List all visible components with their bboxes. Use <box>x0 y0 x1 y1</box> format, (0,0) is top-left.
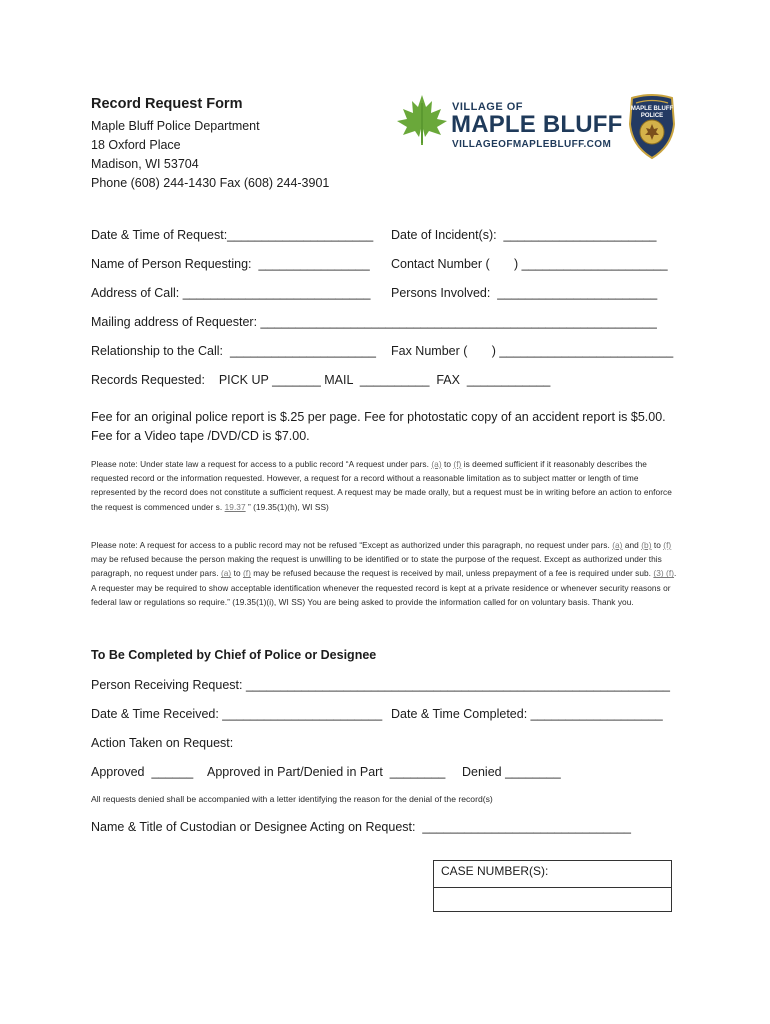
name-requesting-field[interactable]: Name of Person Requesting: ________________ <box>91 257 370 271</box>
svg-text:MAPLE BLUFF: MAPLE BLUFF <box>630 106 674 112</box>
chief-section-heading: To Be Completed by Chief of Police or Designee <box>91 648 377 662</box>
case-number-label: CASE NUMBER(S): <box>434 861 671 888</box>
city-address: Madison, WI 53704 <box>91 157 199 171</box>
village-logo <box>395 93 685 161</box>
logo-village-of: VILLAGE OF <box>452 101 523 113</box>
note2-text-b: and <box>622 540 642 550</box>
svg-text:POLICE: POLICE <box>640 113 664 119</box>
date-incident-field[interactable]: Date of Incident(s): ______________________ <box>391 228 657 242</box>
person-receiving-field[interactable]: Person Receiving Request: _____________________________________________________________ <box>91 678 671 692</box>
note2-text-a: Please note: A request for access to a public record may not be refused “Except as authorized under this paragraph, no request under pars. <box>91 540 613 550</box>
note2-link-f[interactable]: (f) <box>663 540 672 550</box>
note1-text-b: to <box>441 459 454 469</box>
action-taken-label: Action Taken on Request: <box>91 736 234 750</box>
legal-note-1 <box>91 457 679 514</box>
case-number-input[interactable] <box>434 888 671 912</box>
note1-link-f[interactable]: (f) <box>453 459 462 469</box>
contact-number-field[interactable]: Contact Number ( ) _____________________ <box>391 257 668 271</box>
records-requested-field[interactable]: Records Requested: PICK UP _______ MAIL __________ FAX ____________ <box>91 373 551 387</box>
mailing-address-field[interactable]: Mailing address of Requester: _________________________________________________________ <box>91 315 657 329</box>
department-name: Maple Bluff Police Department <box>91 119 260 133</box>
note2-text-g: . A requester may be required to show acceptable identification whenever the requested record is kept at a private residence or whenever security reasons or federal law or regulations so require.” (19.35(1)(i), WI SS) You are being asked to provide the information called for on voluntary basis. Thank you. <box>91 568 677 607</box>
note2-link-3f[interactable]: (3) (f) <box>653 568 675 579</box>
note2-link-f2[interactable]: (f) <box>242 568 251 579</box>
note2-text-d: may be refused because the person making the request is unwilling to be identified or to state the purpose of the request. Except as authorized under this paragraph, no request under pars. <box>91 554 662 579</box>
logo-maple-bluff: MAPLE BLUFF <box>451 111 623 138</box>
note2-text-f: may be refused because the request is received by mail, unless prepayment of a fee is required under sub. <box>250 568 654 579</box>
approved-field[interactable]: Approved ______ <box>91 765 194 779</box>
note1-text-c: is deemed sufficient if it reasonably describes the requested record or the information requested. However, a request for a record without a reasonable limitation as to subject matter or length of time represented by the record does not constitute a sufficient request. A request may be made orally, but a request must be in writing before an action to enforce the request is commenced under s. <box>91 459 672 512</box>
relationship-field[interactable]: Relationship to the Call: _____________________ <box>91 344 376 358</box>
note2-text-e: to <box>231 568 243 579</box>
note2-link-b[interactable]: (b) <box>641 540 652 550</box>
date-time-request-field[interactable]: Date & Time of Request:_____________________ <box>91 228 374 242</box>
note1-text-d: ” (19.35(1)(h), WI SS) <box>245 501 329 512</box>
form-title: Record Request Form <box>91 96 243 112</box>
date-completed-field[interactable]: Date & Time Completed: ___________________ <box>391 707 663 721</box>
note1-text-a: Please note: Under state law a request for access to a public record “A request under pars. <box>91 459 432 469</box>
fax-number-field[interactable]: Fax Number ( ) _________________________ <box>391 344 674 358</box>
note1-link-1937[interactable]: 19.37 <box>224 501 246 512</box>
note2-link-a[interactable]: (a) <box>612 540 623 550</box>
street-address: 18 Oxford Place <box>91 138 181 152</box>
persons-involved-field[interactable]: Persons Involved: _______________________ <box>391 286 658 300</box>
denial-note: All requests denied shall be accompanied with a letter identifying the reason for the denial of the record(s) <box>91 794 493 804</box>
approved-part-field[interactable]: Approved in Part/Denied in Part ________ <box>207 765 446 779</box>
phone-fax: Phone (608) 244-1430 Fax (608) 244-3901 <box>91 176 330 190</box>
date-received-field[interactable]: Date & Time Received: _______________________ <box>91 707 383 721</box>
case-number-box <box>433 860 672 912</box>
maple-leaf-icon <box>395 93 449 147</box>
logo-website: VILLAGEOFMAPLEBLUFF.COM <box>452 139 612 150</box>
address-call-field[interactable]: Address of Call: ___________________________ <box>91 286 371 300</box>
fee-line-1: Fee for an original police report is $.25 per page. Fee for photostatic copy of an accident report is $5.00. <box>91 410 666 424</box>
note1-link-a[interactable]: (a) <box>431 459 442 469</box>
denied-field[interactable]: Denied ________ <box>462 765 561 779</box>
fee-line-2: Fee for a Video tape /DVD/CD is $7.00. <box>91 429 310 443</box>
legal-note-2 <box>91 538 679 609</box>
note2-text-c: to <box>651 540 664 550</box>
police-badge-icon <box>626 94 678 160</box>
note2-link-a2[interactable]: (a) <box>220 568 232 579</box>
custodian-field[interactable]: Name & Title of Custodian or Designee Acting on Request: ______________________________ <box>91 820 631 834</box>
